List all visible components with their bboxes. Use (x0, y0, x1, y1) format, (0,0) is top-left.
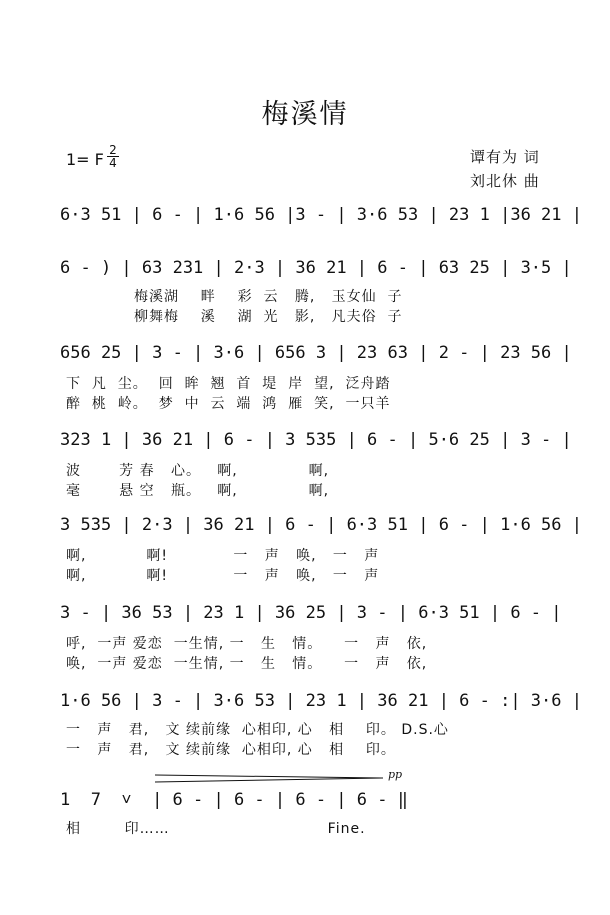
lyric-line-2: 一 声 君, 文 续前缘 心相印, 心 相 印。 (66, 742, 396, 758)
key-signature: 1= F (66, 150, 104, 169)
lyric-line-1: 波 芳 春 心。 啊, 啊, (66, 463, 330, 479)
lyric-line-2: 毫 悬 空 瓶。 啊, 啊, (66, 483, 330, 499)
lyric-line-1: 啊, 啊! 一 声 唤, 一 声 (66, 548, 380, 564)
lyric-line-2: 柳舞梅 溪 湖 光 影, 凡夫俗 子 (134, 309, 403, 325)
lyric-line-1: 呼, 一声 爱恋 一生情, 一 生 情。 一 声 依, (66, 636, 428, 652)
notation-line: 1 7 ˅ | 6 - | 6 - | 6 - | 6 - ‖ (60, 790, 408, 810)
time-signature (106, 144, 120, 169)
notation-line: 6·3 51 | 6 - | 1·6 56 |3 - | 3·6 53 | 23 1 |36 21 | (60, 205, 582, 225)
lyric-line-1: 梅溪湖 畔 彩 云 腾, 玉女仙 子 (134, 289, 403, 305)
notation-line: 6 - ) | 63 231 | 2·3 | 36 21 | 6 - | 63 25 | 3·5 | (60, 258, 572, 278)
composer-credit: 刘北休 曲 (470, 172, 540, 190)
lyric-line-1: 下 凡 尘。 回 眸 翘 首 堤 岸 望, 泛舟踏 (66, 376, 391, 392)
notation-line: 3 - | 36 53 | 23 1 | 36 25 | 3 - | 6·3 51 | 6 - | (60, 603, 562, 623)
notation-line: 323 1 | 36 21 | 6 - | 3 535 | 6 - | 5·6 25 | 3 - | (60, 430, 572, 450)
lyricist-credit: 谭有为 词 (470, 148, 540, 166)
time-signature-top: 2 (109, 143, 117, 157)
pianissimo-marking: pp (388, 768, 403, 781)
lyric-line-2: 啊, 啊! 一 声 唤, 一 声 (66, 568, 380, 584)
notation-line: 3 535 | 2·3 | 36 21 | 6 - | 6·3 51 | 6 - | 1·6 56 | (60, 515, 582, 535)
lyric-line-1: 相 印…… Fine. (66, 821, 366, 837)
decrescendo-hairpin (155, 773, 385, 785)
time-signature-bottom: 4 (109, 156, 117, 170)
notation-line: 656 25 | 3 - | 3·6 | 656 3 | 23 63 | 2 - | 23 56 | (60, 343, 572, 363)
lyric-line-1: 一 声 君, 文 续前缘 心相印, 心 相 印。 D.S.心 (66, 722, 449, 738)
notation-line: 1·6 56 | 3 - | 3·6 53 | 23 1 | 36 21 | 6 - :| 3·6 | (60, 691, 582, 711)
lyric-line-2: 唤, 一声 爱恋 一生情, 一 生 情。 一 声 依, (66, 656, 428, 672)
song-title: 梅溪情 (261, 99, 349, 130)
lyric-line-2: 醉 桃 岭。 梦 中 云 端 鸿 雁 笑, 一只羊 (66, 396, 391, 412)
